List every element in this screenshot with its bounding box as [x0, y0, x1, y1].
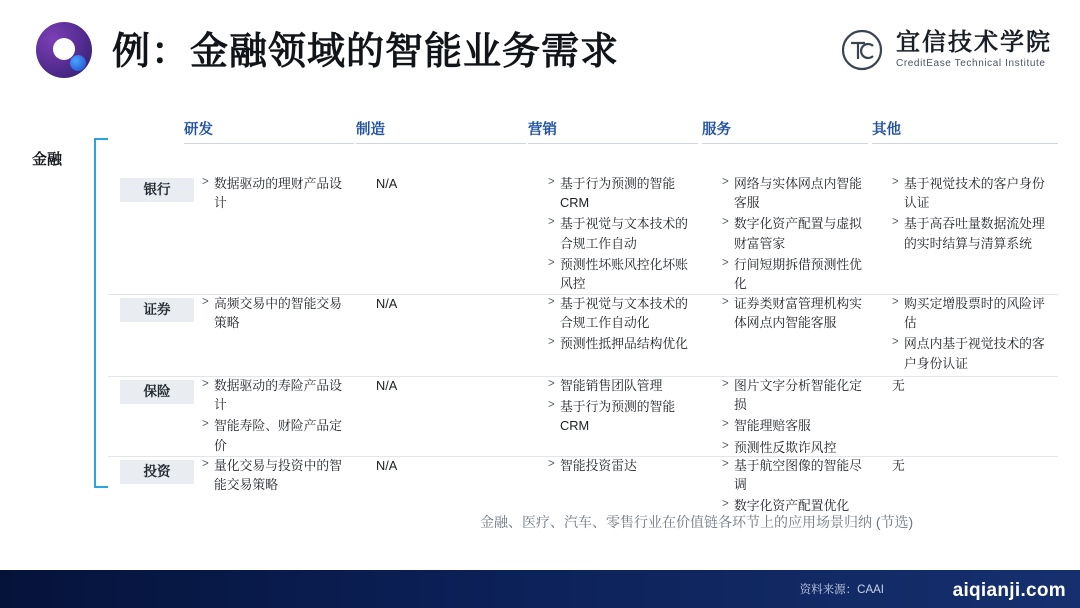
footer-bar: [0, 570, 1080, 608]
tc-monogram-icon: [840, 28, 884, 72]
cell-insurance-other: 无: [892, 378, 905, 393]
column-header-other: 其他: [872, 118, 1058, 144]
cell-securities-rd: > 高频交易中的智能交易策略: [202, 294, 348, 334]
page-title: 例：金融领域的智能业务需求: [112, 31, 620, 73]
cell-securities-other: > 购买定增股票时的风险评估 > 网点内基于视觉技术的客户身份认证: [892, 294, 1052, 375]
cell-insurance-marketing: > 智能销售团队管理 > 基于行为预测的智能CRM: [548, 376, 694, 438]
cell-securities-service: > 证券类财富管理机构实体网点内智能客服: [722, 294, 866, 334]
cell-investment-service: > 基于航空图像的智能尽调 > 数字化资产配置优化: [722, 456, 866, 518]
cell-insurance-rd: > 数据驱动的寿险产品设计 > 智能寿险、财险产品定价: [202, 376, 348, 457]
cell-bank-service: > 网络与实体网点内智能客服 > 数字化资产配置与虚拟财富管家 > 行间短期拆借预测性优化: [722, 174, 866, 295]
cell-investment-marketing: > 智能投资雷达: [548, 456, 694, 477]
column-header-marketing: 营销: [528, 118, 698, 144]
source-note: 资料来源：CAAI: [799, 584, 884, 596]
cell-investment-manufacture: N/A: [376, 458, 398, 473]
cell-insurance-service: > 图片文字分析智能化定损 > 智能理赔客服 > 预测性反欺诈风控: [722, 376, 866, 459]
cell-bank-other: > 基于视觉技术的客户身份认证 > 基于高吞吐量数据流处理的实时结算与清算系统: [892, 174, 1052, 255]
segment-tag-securities: 证券: [120, 298, 194, 322]
brand-name-cn: 宜信技术学院: [896, 29, 1052, 57]
cell-investment-other: 无: [892, 458, 905, 473]
brand-name-en: CreditEase Technical Institute: [896, 58, 1046, 70]
group-label-finance: 金融: [31, 151, 62, 168]
watermark: aiqianji.com: [952, 580, 1066, 601]
cell-insurance-manufacture: N/A: [376, 378, 398, 393]
cell-bank-manufacture: N/A: [376, 176, 398, 191]
column-header-manufacture: 制造: [356, 118, 526, 144]
brand-lockup: [840, 28, 1052, 72]
segment-tag-bank: 银行: [120, 178, 194, 202]
table-column-headers: [24, 118, 1058, 144]
segment-tag-investment: 投资: [120, 460, 194, 484]
group-bracket: [94, 138, 108, 488]
slide-header: [0, 0, 1080, 96]
column-header-rd: 研发: [184, 118, 354, 144]
cell-investment-rd: > 量化交易与投资中的智能交易策略: [202, 456, 348, 496]
cell-securities-marketing: > 基于视觉与文本技术的合规工作自动化 > 预测性抵押品结构优化: [548, 294, 694, 356]
segment-tag-insurance: 保险: [120, 380, 194, 404]
circle-logo-icon: [36, 22, 92, 78]
column-header-service: 服务: [702, 118, 868, 144]
cell-securities-manufacture: N/A: [376, 296, 398, 311]
matrix-table: [24, 118, 1058, 514]
cell-bank-rd: > 数据驱动的理财产品设计: [202, 174, 348, 214]
table-footnote: 金融、医疗、汽车、零售行业在价值链各环节上的应用场景归纳 (节选): [480, 514, 914, 530]
cell-bank-marketing: > 基于行为预测的智能CRM > 基于视觉与文本技术的合规工作自动 > 预测性坏账风控化坏账风控: [548, 174, 694, 295]
